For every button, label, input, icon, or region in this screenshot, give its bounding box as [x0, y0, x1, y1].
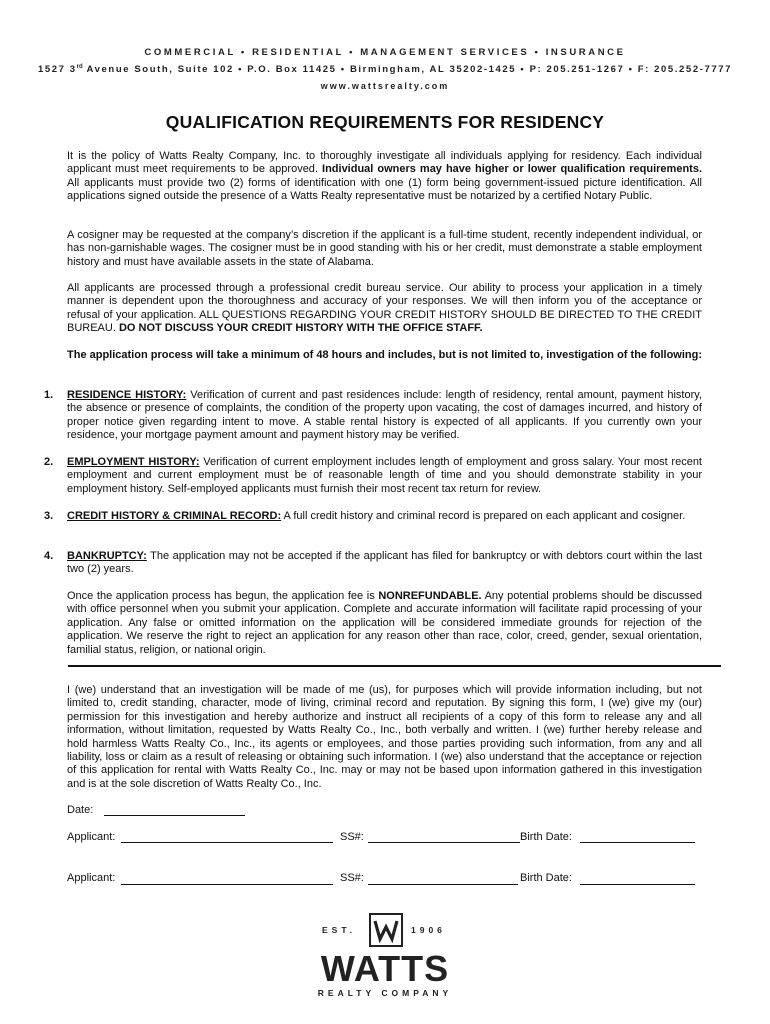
header-address: 1527 3rd Avenue South, Suite 102 • P.O. Box 11425 • Birmingham, AL 35202-1425 • P: 205.251-1267 • F: 205.252-7777 — [38, 64, 732, 76]
credit-bureau-paragraph: All applicants are processed through a professional credit bureau service. Our ability to process your application in a timely manner is dependent upon the thoroughness and accuracy of your responses. We will then inform you of the acceptance or refusal of your application. ALL QUESTIONS REGARDING YOUR CREDIT HISTORY SHOULD BE DIRECTED TO THE CREDIT BUREAU. DO NOT DISCUSS YOUR CREDIT HISTORY WITH THE OFFICE STAFF. — [67, 282, 702, 335]
logo-w-icon — [369, 913, 403, 947]
bankruptcy-item: BANKRUPTCY: The application may not be accepted if the applicant has filed for bankruptcy or with debtors court within the last two (2) years. — [67, 550, 702, 576]
logo-subtitle: REALTY COMPANY — [317, 988, 453, 998]
ss-label: SS#: — [340, 831, 364, 843]
ss-label: SS#: — [340, 872, 364, 884]
section-divider — [68, 665, 721, 667]
credit-criminal-item: CREDIT HISTORY & CRIMINAL RECORD: A full credit history and criminal record is prepared on each applicant and cosigner. — [67, 510, 686, 522]
applicant-label: Applicant: — [67, 831, 116, 843]
item-number: 1. — [44, 389, 54, 401]
logo-wordmark: WATTS — [320, 948, 450, 989]
ss-field[interactable] — [368, 842, 520, 843]
birth-date-field-2[interactable] — [580, 884, 695, 885]
birth-date-field[interactable] — [580, 842, 695, 843]
applicant-field[interactable] — [121, 842, 333, 843]
intro-policy-paragraph: It is the policy of Watts Realty Company, Inc. to thoroughly investigate all individuals applying for residency. Each individual applicant must meet requirements to be approved. Individual owners may have higher or lower qualification requirements. All applicants must provide two (2) forms of identification with one (1) form being government-issued picture identification. All applications signed outside the presence of a Watts Realty representative must be notarized by a certified Notary Public. — [67, 150, 702, 203]
process-paragraph: The application process will take a minimum of 48 hours and includes, but is not limited to, investigation of the following: — [67, 349, 703, 361]
logo-year: 1906 — [411, 925, 446, 935]
ss-field-2[interactable] — [368, 884, 518, 885]
logo-est: EST. — [322, 925, 356, 935]
header-website: www.wattsrealty.com — [320, 81, 450, 91]
item-number: 4. — [44, 550, 54, 562]
date-field[interactable] — [104, 815, 245, 816]
consent-paragraph: I (we) understand that an investigation will be made of me (us), for purposes which will provide information including, but not limited to, credit standing, character, mode of living, criminal record and reputation. By signing this form, I (we) give my (our) permission for this investigation and hereby authorize and instruct all recipients of a copy of this form to release any and all information, without limitation, requested by Watts Realty Co., Inc., both verbally and written. I (we) further hereby release and hold harmless Watts Realty Co., Inc., its agents or employees, and those parties providing such information, from any and all liability, loss or claim as a result of releasing or obtaining such information. I (we) also understand that the acceptance or rejection of this application for rental with Watts Realty Co., Inc. may or may not be based upon information gathered in this investigation and is at the sole discretion of Watts Realty Co., Inc. — [67, 684, 702, 790]
applicant-label: Applicant: — [67, 872, 116, 884]
header-services: COMMERCIAL • RESIDENTIAL • MANAGEMENT SERVICES • INSURANCE — [144, 47, 626, 58]
residence-history-item: RESIDENCE HISTORY: Verification of current and past residences include: length of residency, rental amount, payment history, the absence or presence of complaints, the condition of the property upon vacating, the cost of damages incurred, and history of proper notice given regarding intent to move. A stable rental history is expected of all applicants. If you currently own your residence, your mortgage payment amount and payment history may be verified. — [67, 389, 702, 442]
employment-history-item: EMPLOYMENT HISTORY: Verification of current employment includes length of employment and gross salary. Your most recent employment and current employment must be of reasonable length of time and you should demonstrate stability in your employment history. Self-employed applicants must furnish their most recent tax return for review. — [67, 456, 702, 495]
birth-date-label: Birth Date: — [520, 872, 572, 884]
cosigner-paragraph: A cosigner may be requested at the company’s discretion if the applicant is a full-time student, recently independent individual, or has non-garnishable wages. The cosigner must be in good standing with his or her credit, must demonstrate a stable employment history and must have available assets in the state of Alabama. — [67, 229, 702, 268]
fee-paragraph: Once the application process has begun, the application fee is NONREFUNDABLE. Any potential problems should be discussed with office personnel when you submit your application. Complete and accurate information will facilitate rapid processing of your application. Any false or omitted information on the application will be considered immediate grounds for rejection of the application. We reserve the right to reject an application for any reason other than race, color, creed, gender, sexual orientation, familial status, religion, or national origin. — [67, 590, 702, 656]
birth-date-label: Birth Date: — [520, 831, 572, 843]
date-label: Date: — [67, 804, 94, 816]
item-number: 3. — [44, 510, 54, 522]
page-title: QUALIFICATION REQUIREMENTS FOR RESIDENCY — [165, 112, 605, 132]
applicant-field-2[interactable] — [121, 884, 333, 885]
item-number: 2. — [44, 456, 54, 468]
